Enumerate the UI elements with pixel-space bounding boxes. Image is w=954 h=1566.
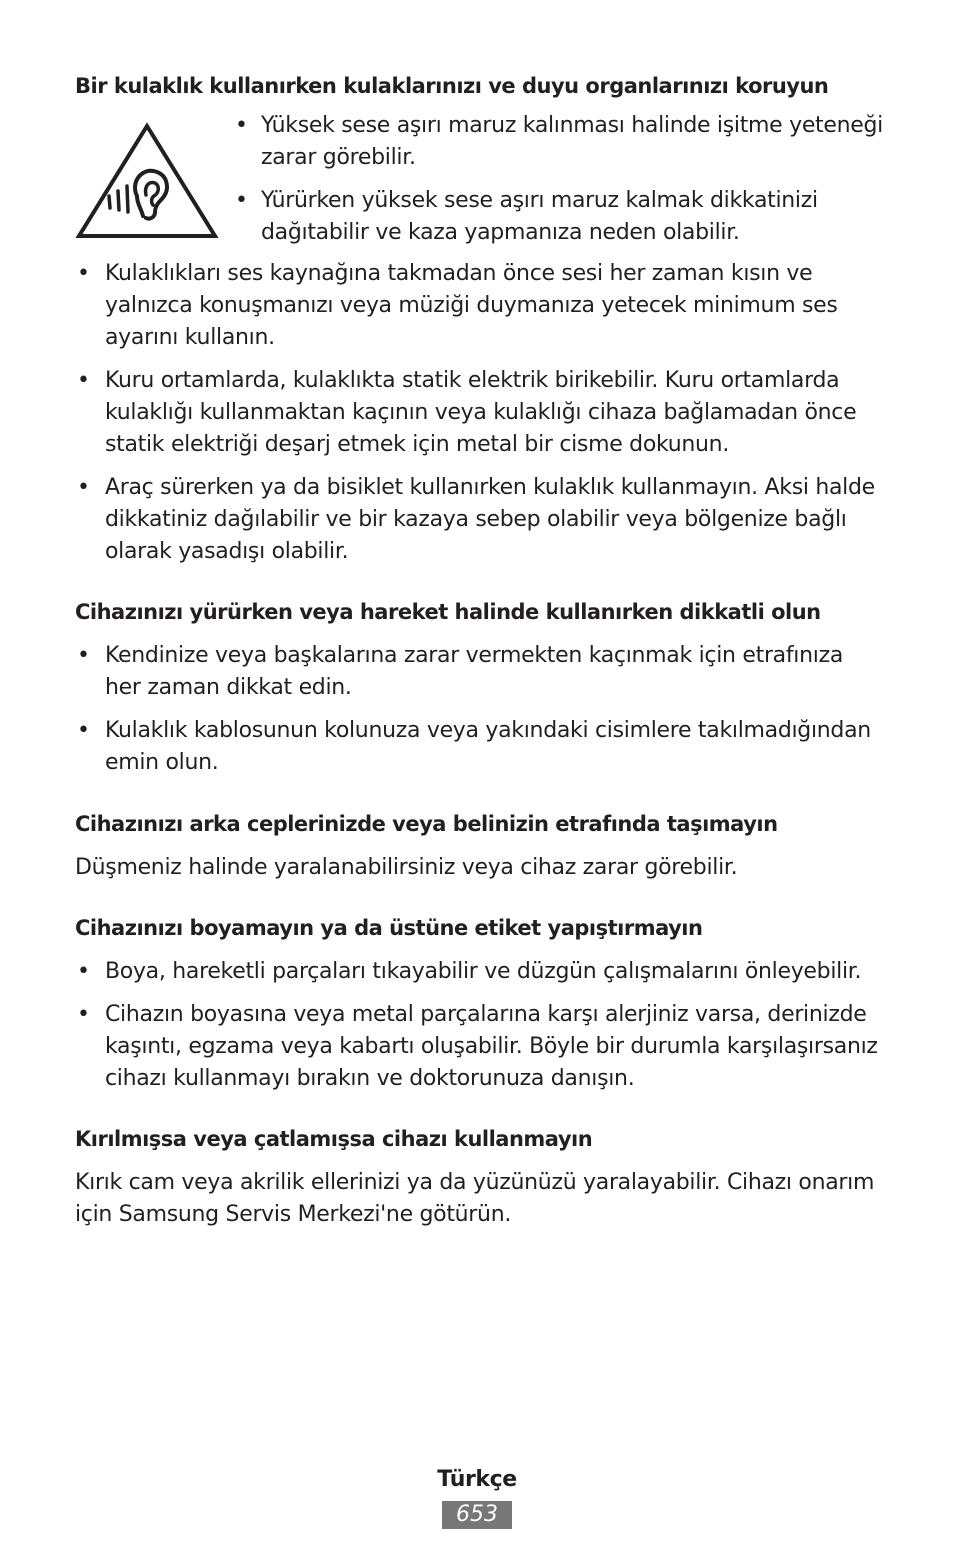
list-item: • Kuru ortamlarda, kulaklıkta statik elektrik birikebilir. Kuru ortamlarda kulaklığı kullanmaktan kaçının veya kulaklığı cihaza bağlamadan önce statik elektriği deşarj etmek için metal bir cisme dokunun.: [75, 365, 885, 461]
section-back-pocket: [75, 810, 885, 884]
bullet-list: [75, 640, 885, 779]
section-broken-device: [75, 1125, 885, 1231]
list-item: • Yüksek sese aşırı maruz kalınması halinde işitme yeteneği zarar görebilir.: [233, 110, 885, 174]
section-heading: Cihazınızı boyamayın ya da üstüne etiket yapıştırmayın: [75, 916, 703, 940]
section-heading: Kırılmışsa veya çatlamışsa cihazı kullanmayın: [75, 1127, 593, 1151]
section-heading: Cihazınızı arka ceplerinizde veya belinizin etrafında taşımayın: [75, 812, 778, 836]
footer-language: Türkçe: [437, 1467, 517, 1492]
list-item: • Kulaklıkları ses kaynağına takmadan önce sesi her zaman kısın ve yalnızca konuşmanızı veya müziği duymanıza yetecek minimum ses ayarını kullanın.: [75, 258, 885, 354]
section-paragraph: Düşmeniz halinde yaralanabilirsiniz veya cihaz zarar görebilir.: [75, 855, 738, 880]
section-heading: Cihazınızı yürürken veya hareket halinde kullanırken dikkatli olun: [75, 600, 821, 624]
bullet-list: [75, 258, 885, 568]
hearing-warning-icon: [75, 120, 219, 242]
list-item: • Cihazın boyasına veya metal parçalarına karşı alerjiniz varsa, derinizde kaşıntı, egzama veya kabartı oluşabilir. Böyle bir durumla karşılaşırsanız cihazı kullanmayı bırakın ve doktorunuza danışın.: [75, 999, 885, 1095]
warning-block: [75, 110, 885, 249]
section-heading: Bir kulaklık kullanırken kulaklarınızı ve duyu organlarınızı koruyun: [75, 74, 829, 98]
list-item: • Kulaklık kablosunun kolunuza veya yakındaki cisimlere takılmadığından emin olun.: [75, 715, 885, 779]
bullet-list: [75, 956, 885, 1095]
list-item: • Boya, hareketli parçaları tıkayabilir ve düzgün çalışmalarını önleyebilir.: [75, 956, 885, 988]
document-page: [75, 68, 885, 1231]
page-footer: [0, 1465, 954, 1529]
list-item: • Kendinize veya başkalarına zarar vermekten kaçınmak için etrafınıza her zaman dikkat edin.: [75, 640, 885, 704]
section-paragraph: Kırık cam veya akrilik ellerinizi ya da yüzünüzü yaralayabilir. Cihazı onarım için Samsung Servis Merkezi'ne götürün.: [75, 1170, 875, 1227]
section-headphone-safety: [75, 72, 885, 568]
section-no-paint: [75, 914, 885, 1095]
warning-bullet-list: [233, 110, 885, 249]
page-number: 653: [442, 1501, 512, 1529]
list-item: • Yürürken yüksek sese aşırı maruz kalmak dikkatinizi dağıtabilir ve kaza yapmanıza neden olabilir.: [233, 185, 885, 249]
list-item: • Araç sürerken ya da bisiklet kullanırken kulaklık kullanmayın. Aksi halde dikkatiniz dağılabilir ve bir kazaya sebep olabilir veya bölgenize bağlı olarak yasadışı olabilir.: [75, 472, 885, 568]
section-walking-caution: [75, 598, 885, 779]
